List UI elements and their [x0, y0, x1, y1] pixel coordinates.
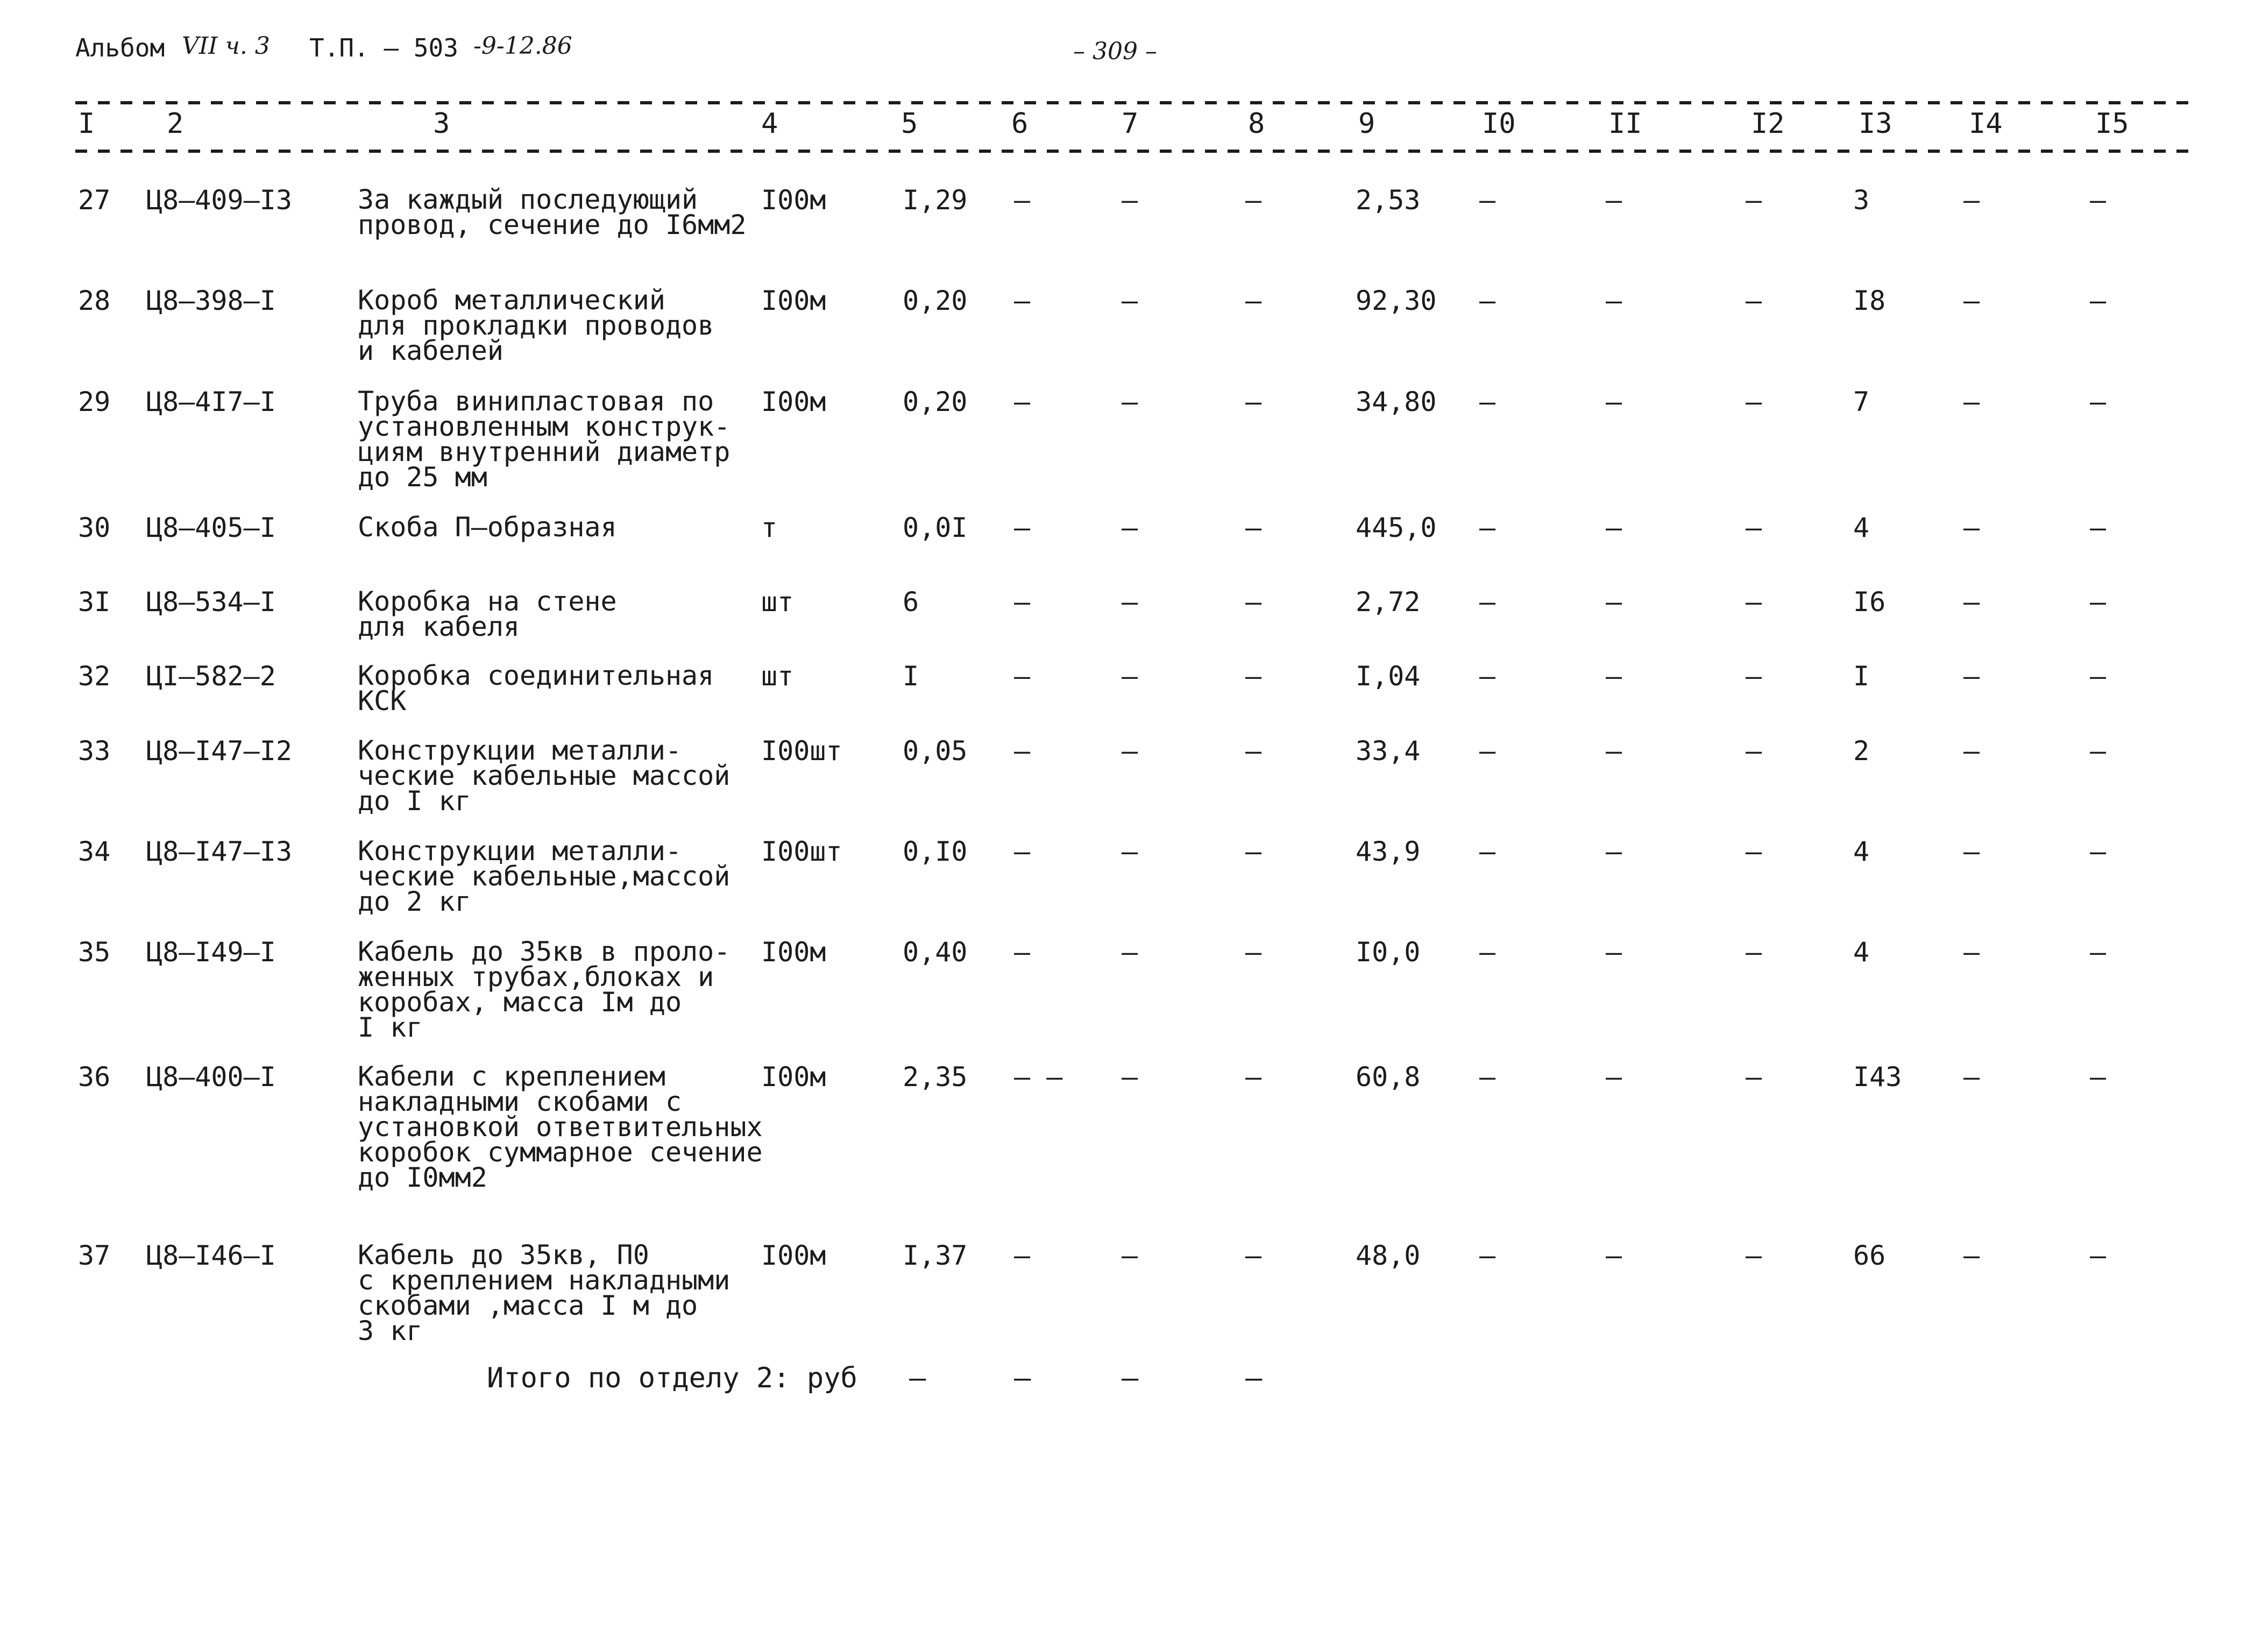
col-number: I5 — [2095, 108, 2129, 140]
row-col6: – – — [1014, 1061, 1063, 1093]
row-quantity: 6 — [903, 586, 919, 618]
col-number: 7 — [1122, 108, 1139, 140]
row-col12: – — [1746, 512, 1762, 543]
row-description: Труба винипластовая по установленным конструк- циям внутренний диаметр до 25 мм — [358, 386, 731, 493]
row-col13: I — [1853, 661, 1870, 692]
col-number: 3 — [433, 108, 450, 140]
row-col15: – — [2090, 735, 2107, 767]
row-col8: – — [1245, 735, 1262, 767]
col-number: 5 — [901, 108, 918, 140]
row-col12: – — [1746, 586, 1762, 618]
row-description: Коробка на стене для кабеля — [358, 586, 617, 642]
col-number: 6 — [1011, 108, 1029, 140]
row-unit: I00м — [761, 1240, 826, 1271]
row-col11: – — [1606, 586, 1622, 618]
row-unit: I00м — [761, 937, 826, 968]
tp-label: Т.П. – 503 — [309, 33, 458, 62]
row-number: 34 — [78, 836, 111, 867]
row-col8: – — [1245, 586, 1262, 618]
row-quantity: 2,35 — [903, 1061, 968, 1093]
row-col9: 43,9 — [1356, 836, 1421, 867]
row-number: 37 — [78, 1240, 111, 1271]
row-col11: – — [1606, 285, 1622, 316]
row-col9: I0,0 — [1356, 937, 1421, 968]
row-code: ЦI–582–2 — [146, 661, 276, 692]
row-col15: – — [2090, 285, 2107, 316]
col-number: I2 — [1751, 108, 1785, 140]
row-col12: – — [1746, 661, 1762, 692]
row-col15: – — [2090, 185, 2107, 216]
col-number: 8 — [1248, 108, 1265, 140]
row-col13: 2 — [1853, 735, 1870, 767]
row-col10: – — [1479, 1240, 1496, 1271]
row-number: 36 — [78, 1061, 111, 1093]
header-dashed-rule — [75, 150, 2189, 153]
row-col15: – — [2090, 1240, 2107, 1271]
row-quantity: 0,05 — [903, 735, 968, 767]
row-number: 35 — [78, 937, 111, 968]
col-number: I0 — [1482, 108, 1516, 140]
row-description: Кабель до 35кв, П0 с креплением накладными скобами ,масса I м до 3 кг — [358, 1239, 731, 1346]
row-number: 33 — [78, 735, 111, 767]
row-code: Ц8–4I7–I — [146, 386, 276, 417]
row-col13: I6 — [1853, 586, 1886, 618]
row-col14: – — [1963, 1240, 1980, 1271]
row-col11: – — [1606, 386, 1622, 417]
row-col8: – — [1245, 1061, 1262, 1093]
row-unit: I00м — [761, 285, 826, 316]
row-col9: 60,8 — [1356, 1061, 1421, 1093]
row-description: Конструкции металли- ческие кабельные массой до I кг — [358, 735, 731, 817]
row-col11: – — [1606, 512, 1622, 543]
row-col8: – — [1245, 512, 1262, 543]
tp-suffix: -9-12.86 — [473, 32, 572, 60]
row-quantity: 0,40 — [903, 937, 968, 968]
row-col7: – — [1122, 386, 1138, 417]
col-number: II — [1608, 108, 1642, 140]
col-number: I3 — [1859, 108, 1892, 140]
row-col13: 4 — [1853, 937, 1870, 968]
row-col7: – — [1122, 285, 1138, 316]
row-col15: – — [2090, 836, 2107, 867]
row-col6: – — [1014, 386, 1031, 417]
row-description: За каждый последующий провод, сечение до I6мм2 — [358, 184, 747, 240]
row-description: Конструкции металли- ческие кабельные,массой до 2 кг — [358, 835, 731, 917]
row-col11: – — [1606, 1061, 1622, 1093]
row-col8: – — [1245, 185, 1262, 216]
row-col6: – — [1014, 185, 1031, 216]
row-number: 32 — [78, 661, 111, 692]
row-col14: – — [1963, 386, 1980, 417]
row-col10: – — [1479, 586, 1496, 618]
col-number: 9 — [1358, 108, 1375, 140]
row-number: 28 — [78, 285, 111, 316]
row-quantity: I,37 — [903, 1240, 968, 1271]
row-col8: – — [1245, 1240, 1262, 1271]
row-col13: 4 — [1853, 512, 1870, 543]
row-col13: 3 — [1853, 185, 1870, 216]
row-col12: – — [1746, 185, 1762, 216]
row-col10: – — [1479, 937, 1496, 968]
row-col7: – — [1122, 1061, 1138, 1093]
total-label: Итого по отделу 2: руб — [487, 1362, 857, 1394]
col-number: I4 — [1969, 108, 2003, 140]
row-quantity: I,29 — [903, 185, 968, 216]
row-col7: – — [1122, 661, 1138, 692]
row-number: 27 — [78, 185, 111, 216]
row-col11: – — [1606, 185, 1622, 216]
row-col9: 34,80 — [1356, 386, 1437, 417]
row-col13: I8 — [1853, 285, 1886, 316]
row-description: Короб металлический для прокладки проводов и кабелей — [358, 285, 714, 366]
col-number: 2 — [167, 108, 184, 140]
row-col12: – — [1746, 386, 1762, 417]
row-col15: – — [2090, 1061, 2107, 1093]
row-col10: – — [1479, 285, 1496, 316]
row-col7: – — [1122, 735, 1138, 767]
row-code: Ц8–I47–I2 — [146, 735, 292, 767]
row-unit: шт — [761, 661, 794, 692]
row-col10: – — [1479, 512, 1496, 543]
total-col7: – — [1122, 1362, 1139, 1394]
row-code: Ц8–409–I3 — [146, 185, 292, 216]
row-col14: – — [1963, 512, 1980, 543]
row-col10: – — [1479, 1061, 1496, 1093]
row-number: 3I — [78, 586, 111, 618]
row-col14: – — [1963, 937, 1980, 968]
row-col14: – — [1963, 735, 1980, 767]
row-col14: – — [1963, 185, 1980, 216]
row-col11: – — [1606, 937, 1622, 968]
row-col8: – — [1245, 836, 1262, 867]
row-col14: – — [1963, 1061, 1980, 1093]
row-number: 29 — [78, 386, 111, 417]
row-col7: – — [1122, 836, 1138, 867]
row-col11: – — [1606, 1240, 1622, 1271]
row-col13: I43 — [1853, 1061, 1902, 1093]
row-col9: 33,4 — [1356, 735, 1421, 767]
row-col13: 66 — [1853, 1240, 1886, 1271]
row-col8: – — [1245, 386, 1262, 417]
row-quantity: 0,20 — [903, 386, 968, 417]
row-code: Ц8–405–I — [146, 512, 276, 543]
row-col7: – — [1122, 1240, 1138, 1271]
row-col11: – — [1606, 836, 1622, 867]
album-label: Альбом — [75, 33, 165, 62]
row-col9: I,04 — [1356, 661, 1421, 692]
row-col12: – — [1746, 735, 1762, 767]
row-unit: I00шт — [761, 735, 842, 767]
row-col15: – — [2090, 937, 2107, 968]
row-col11: – — [1606, 735, 1622, 767]
row-col9: 2,72 — [1356, 586, 1421, 618]
row-description: Кабель до 35кв в проло- женных трубах,блоках и коробах, масса Iм до I кг — [358, 936, 731, 1043]
top-dashed-rule — [75, 101, 2189, 104]
col-number: 4 — [761, 108, 778, 140]
row-unit: I00м — [761, 1061, 826, 1093]
row-quantity: 0,0I — [903, 512, 968, 543]
row-unit: т — [761, 512, 778, 543]
row-col10: – — [1479, 661, 1496, 692]
row-col8: – — [1245, 661, 1262, 692]
album-volume: VII ч. 3 — [182, 32, 270, 60]
row-code: Ц8–I46–I — [146, 1240, 276, 1271]
row-col9: 445,0 — [1356, 512, 1437, 543]
row-code: Ц8–I47–I3 — [146, 836, 292, 867]
row-code: Ц8–398–I — [146, 285, 276, 316]
row-col10: – — [1479, 386, 1496, 417]
row-quantity: 0,20 — [903, 285, 968, 316]
row-quantity: 0,I0 — [903, 836, 968, 867]
row-unit: I00м — [761, 386, 826, 417]
row-description: Кабели с креплением накладными скобами с установкой ответвительных коробок суммарное сечение до I0мм2 — [358, 1061, 763, 1193]
row-unit: шт — [761, 586, 794, 618]
row-col12: – — [1746, 285, 1762, 316]
row-description: Скоба П–образная — [358, 512, 617, 543]
row-col6: – — [1014, 836, 1031, 867]
page-number: – 309 – — [1073, 38, 1157, 65]
row-col11: – — [1606, 661, 1622, 692]
row-col14: – — [1963, 836, 1980, 867]
row-col7: – — [1122, 937, 1138, 968]
row-col9: 48,0 — [1356, 1240, 1421, 1271]
row-col6: – — [1014, 735, 1031, 767]
row-col6: – — [1014, 285, 1031, 316]
row-quantity: I — [903, 661, 919, 692]
total-col5: – — [909, 1362, 926, 1394]
row-code: Ц8–400–I — [146, 1061, 276, 1093]
row-col13: 4 — [1853, 836, 1870, 867]
row-col10: – — [1479, 836, 1496, 867]
row-col14: – — [1963, 586, 1980, 618]
row-description: Коробка соединительная КСК — [358, 660, 714, 717]
row-col14: – — [1963, 285, 1980, 316]
col-number: I — [78, 108, 95, 140]
row-col6: – — [1014, 1240, 1031, 1271]
row-col7: – — [1122, 512, 1138, 543]
row-col9: 2,53 — [1356, 185, 1421, 216]
row-col12: – — [1746, 1240, 1762, 1271]
row-col14: – — [1963, 661, 1980, 692]
row-col8: – — [1245, 937, 1262, 968]
row-col10: – — [1479, 185, 1496, 216]
row-number: 30 — [78, 512, 111, 543]
row-col9: 92,30 — [1356, 285, 1437, 316]
row-col15: – — [2090, 586, 2107, 618]
row-col13: 7 — [1853, 386, 1870, 417]
row-col10: – — [1479, 735, 1496, 767]
total-col8: – — [1245, 1362, 1263, 1394]
row-col15: – — [2090, 512, 2107, 543]
row-col7: – — [1122, 586, 1138, 618]
row-col8: – — [1245, 285, 1262, 316]
row-col6: – — [1014, 937, 1031, 968]
total-col6: – — [1014, 1362, 1031, 1394]
row-col6: – — [1014, 661, 1031, 692]
row-col12: – — [1746, 836, 1762, 867]
row-col15: – — [2090, 661, 2107, 692]
row-col15: – — [2090, 386, 2107, 417]
row-unit: I00м — [761, 185, 826, 216]
row-col12: – — [1746, 1061, 1762, 1093]
row-code: Ц8–I49–I — [146, 937, 276, 968]
row-col6: – — [1014, 512, 1031, 543]
row-col12: – — [1746, 937, 1762, 968]
row-col6: – — [1014, 586, 1031, 618]
row-col7: – — [1122, 185, 1138, 216]
row-unit: I00шт — [761, 836, 842, 867]
row-code: Ц8–534–I — [146, 586, 276, 618]
